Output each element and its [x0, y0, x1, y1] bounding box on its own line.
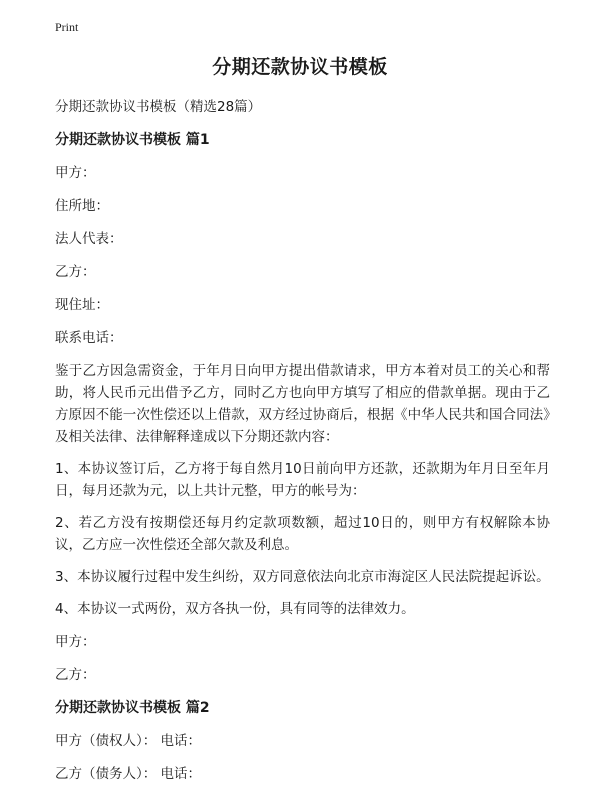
phone-line: 联系电话：: [55, 330, 123, 346]
section2-heading: 分期还款协议书模板 篇2: [55, 700, 210, 716]
current-address-line: 现住址：: [55, 297, 109, 313]
document-subtitle: 分期还款协议书模板（精选28篇）: [55, 99, 262, 115]
sign-party-b: 乙方：: [55, 667, 96, 683]
clause-3: 3、本协议履行过程中发生纠纷，双方同意依法向北京市海淀区人民法院提起诉讼。: [55, 569, 550, 585]
clause-4: 4、本协议一式两份，双方各执一份，具有同等的法律效力。: [55, 601, 415, 617]
legal-rep-line: 法人代表：: [55, 231, 123, 247]
document-body: [55, 96, 550, 786]
clause-1: 1、本协议签订后，乙方将于每自然月10日前向甲方还款，还款期为年月日至年月日，每月还款为元，以上共计元整，甲方的帐号为：: [55, 461, 550, 499]
party-b-line: 乙方：: [55, 264, 96, 280]
document-title: 分期还款协议书模板: [212, 56, 388, 78]
address-line: 住所地：: [55, 198, 109, 214]
section1-heading: 分期还款协议书模板 篇1: [55, 132, 210, 148]
intro-paragraph: 鉴于乙方因急需资金，于年月日向甲方提出借款请求，甲方本着对员工的关心和帮助，将人民币元出借予乙方，同时乙方也向甲方填写了相应的借款单据。现由于乙方原因不能一次性偿还以上借款，双方经过协商后，根据《中华人民共和国合同法》及相关法律、法律解释達成以下分期还款内容：: [55, 363, 550, 445]
sign-party-a: 甲方：: [55, 634, 96, 650]
debtor-line: 乙方（债务人）： 电话：: [55, 766, 202, 782]
clause-2: 2、若乙方没有按期偿还每月约定款项数额，超过10日的，则甲方有权解除本协议，乙方应一次性偿还全部欠款及利息。: [55, 515, 550, 553]
print-label[interactable]: Print: [55, 20, 79, 34]
creditor-line: 甲方（债权人）： 电话：: [55, 733, 202, 749]
party-a-line: 甲方：: [55, 165, 96, 181]
